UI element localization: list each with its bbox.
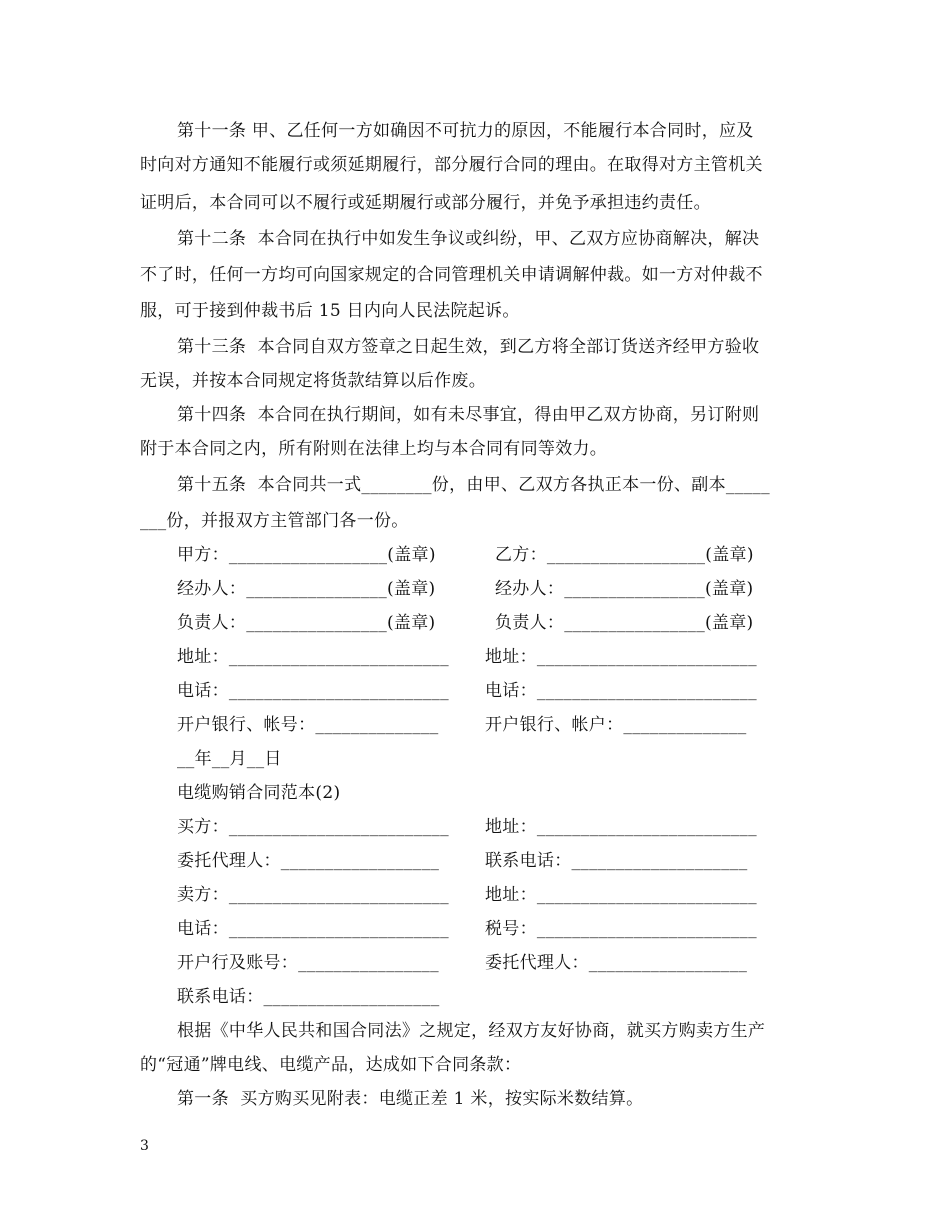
seller-phone-field: 电话：_________________________: [177, 919, 449, 939]
party-a-phone: 电话：_________________________: [177, 681, 449, 701]
article-15-line-2: ___份，并报双方主管部门各一份。: [140, 511, 409, 531]
page-number: 3: [140, 1138, 149, 1154]
signing-date: __年__月__日: [177, 749, 282, 769]
article-15-line-1: 第十五条 本合同共一式________份，由甲、乙双方各执正本一份、副本_____: [177, 475, 770, 495]
seller-address-field: 地址：_________________________: [485, 885, 757, 905]
party-a-bank: 开户银行、帐号：______________: [177, 715, 439, 735]
article-13-line-1: 第十三条 本合同自双方签章之日起生效，到乙方将全部订货送齐经甲方验收: [177, 337, 760, 357]
intro-line-2: 的“冠通”牌电线、电缆产品，达成如下合同条款：: [140, 1055, 522, 1075]
party-a-agent: 经办人：________________(盖章): [177, 579, 436, 599]
party-b-bank: 开户银行、帐户：______________: [485, 715, 747, 735]
second-contract-title: 电缆购销合同范本(2): [177, 783, 341, 803]
article-12-line-3: 服，可于接到仲裁书后 15 日内向人民法院起诉。: [140, 301, 520, 321]
seller-bank-field: 开户行及账号：________________: [177, 953, 439, 973]
article-14-line-2: 附于本合同之内，所有附则在法律上均与本合同有同等效力。: [140, 439, 608, 459]
article-12-line-1: 第十二条 本合同在执行中如发生争议或纠纷，甲、乙双方应协商解决，解决: [177, 229, 760, 249]
intro-line-1: 根据《中华人民共和国合同法》之规定，经双方友好协商，就买方购卖方生产: [177, 1021, 766, 1041]
buyer-contact-field: 联系电话：____________________: [485, 851, 748, 871]
party-b-agent: 经办人：________________(盖章): [495, 579, 754, 599]
party-b-signature: 乙方：__________________(盖章): [495, 545, 754, 565]
article-11-line-3: 证明后，本合同可以不履行或延期履行或部分履行，并免予承担违约责任。: [140, 193, 711, 213]
party-a-head: 负责人：________________(盖章): [177, 613, 436, 633]
article-11-line-2: 时向对方通知不能履行或须延期履行，部分履行合同的理由。在取得对方主管机关: [140, 155, 763, 175]
article-11-line-1: 第十一条 甲、乙任何一方如确因不可抗力的原因，不能履行本合同时，应及: [177, 121, 754, 141]
article-1-line: 第一条 买方购买见附表：电缆正差 1 米，按实际米数结算。: [177, 1089, 644, 1109]
seller-tax-field: 税号：_________________________: [485, 919, 757, 939]
seller-contact-field: 联系电话：____________________: [177, 987, 440, 1007]
article-13-line-2: 无误，并按本合同规定将货款结算以后作废。: [140, 371, 486, 391]
buyer-agent-field: 委托代理人：__________________: [177, 851, 440, 871]
seller-field: 卖方：_________________________: [177, 885, 449, 905]
party-a-address: 地址：_________________________: [177, 647, 449, 667]
buyer-field: 买方：_________________________: [177, 817, 449, 837]
article-12-line-2: 不了时，任何一方均可向国家规定的合同管理机关申请调解仲裁。如一方对仲裁不: [140, 265, 763, 285]
buyer-address-field: 地址：_________________________: [485, 817, 757, 837]
party-b-head: 负责人：________________(盖章): [495, 613, 754, 633]
party-b-phone: 电话：_________________________: [485, 681, 757, 701]
party-a-signature: 甲方：__________________(盖章): [177, 545, 436, 565]
party-b-address: 地址：_________________________: [485, 647, 757, 667]
seller-agent-field: 委托代理人：__________________: [485, 953, 748, 973]
article-14-line-1: 第十四条 本合同在执行期间，如有未尽事宜，得由甲乙双方协商，另订附则: [177, 405, 760, 425]
